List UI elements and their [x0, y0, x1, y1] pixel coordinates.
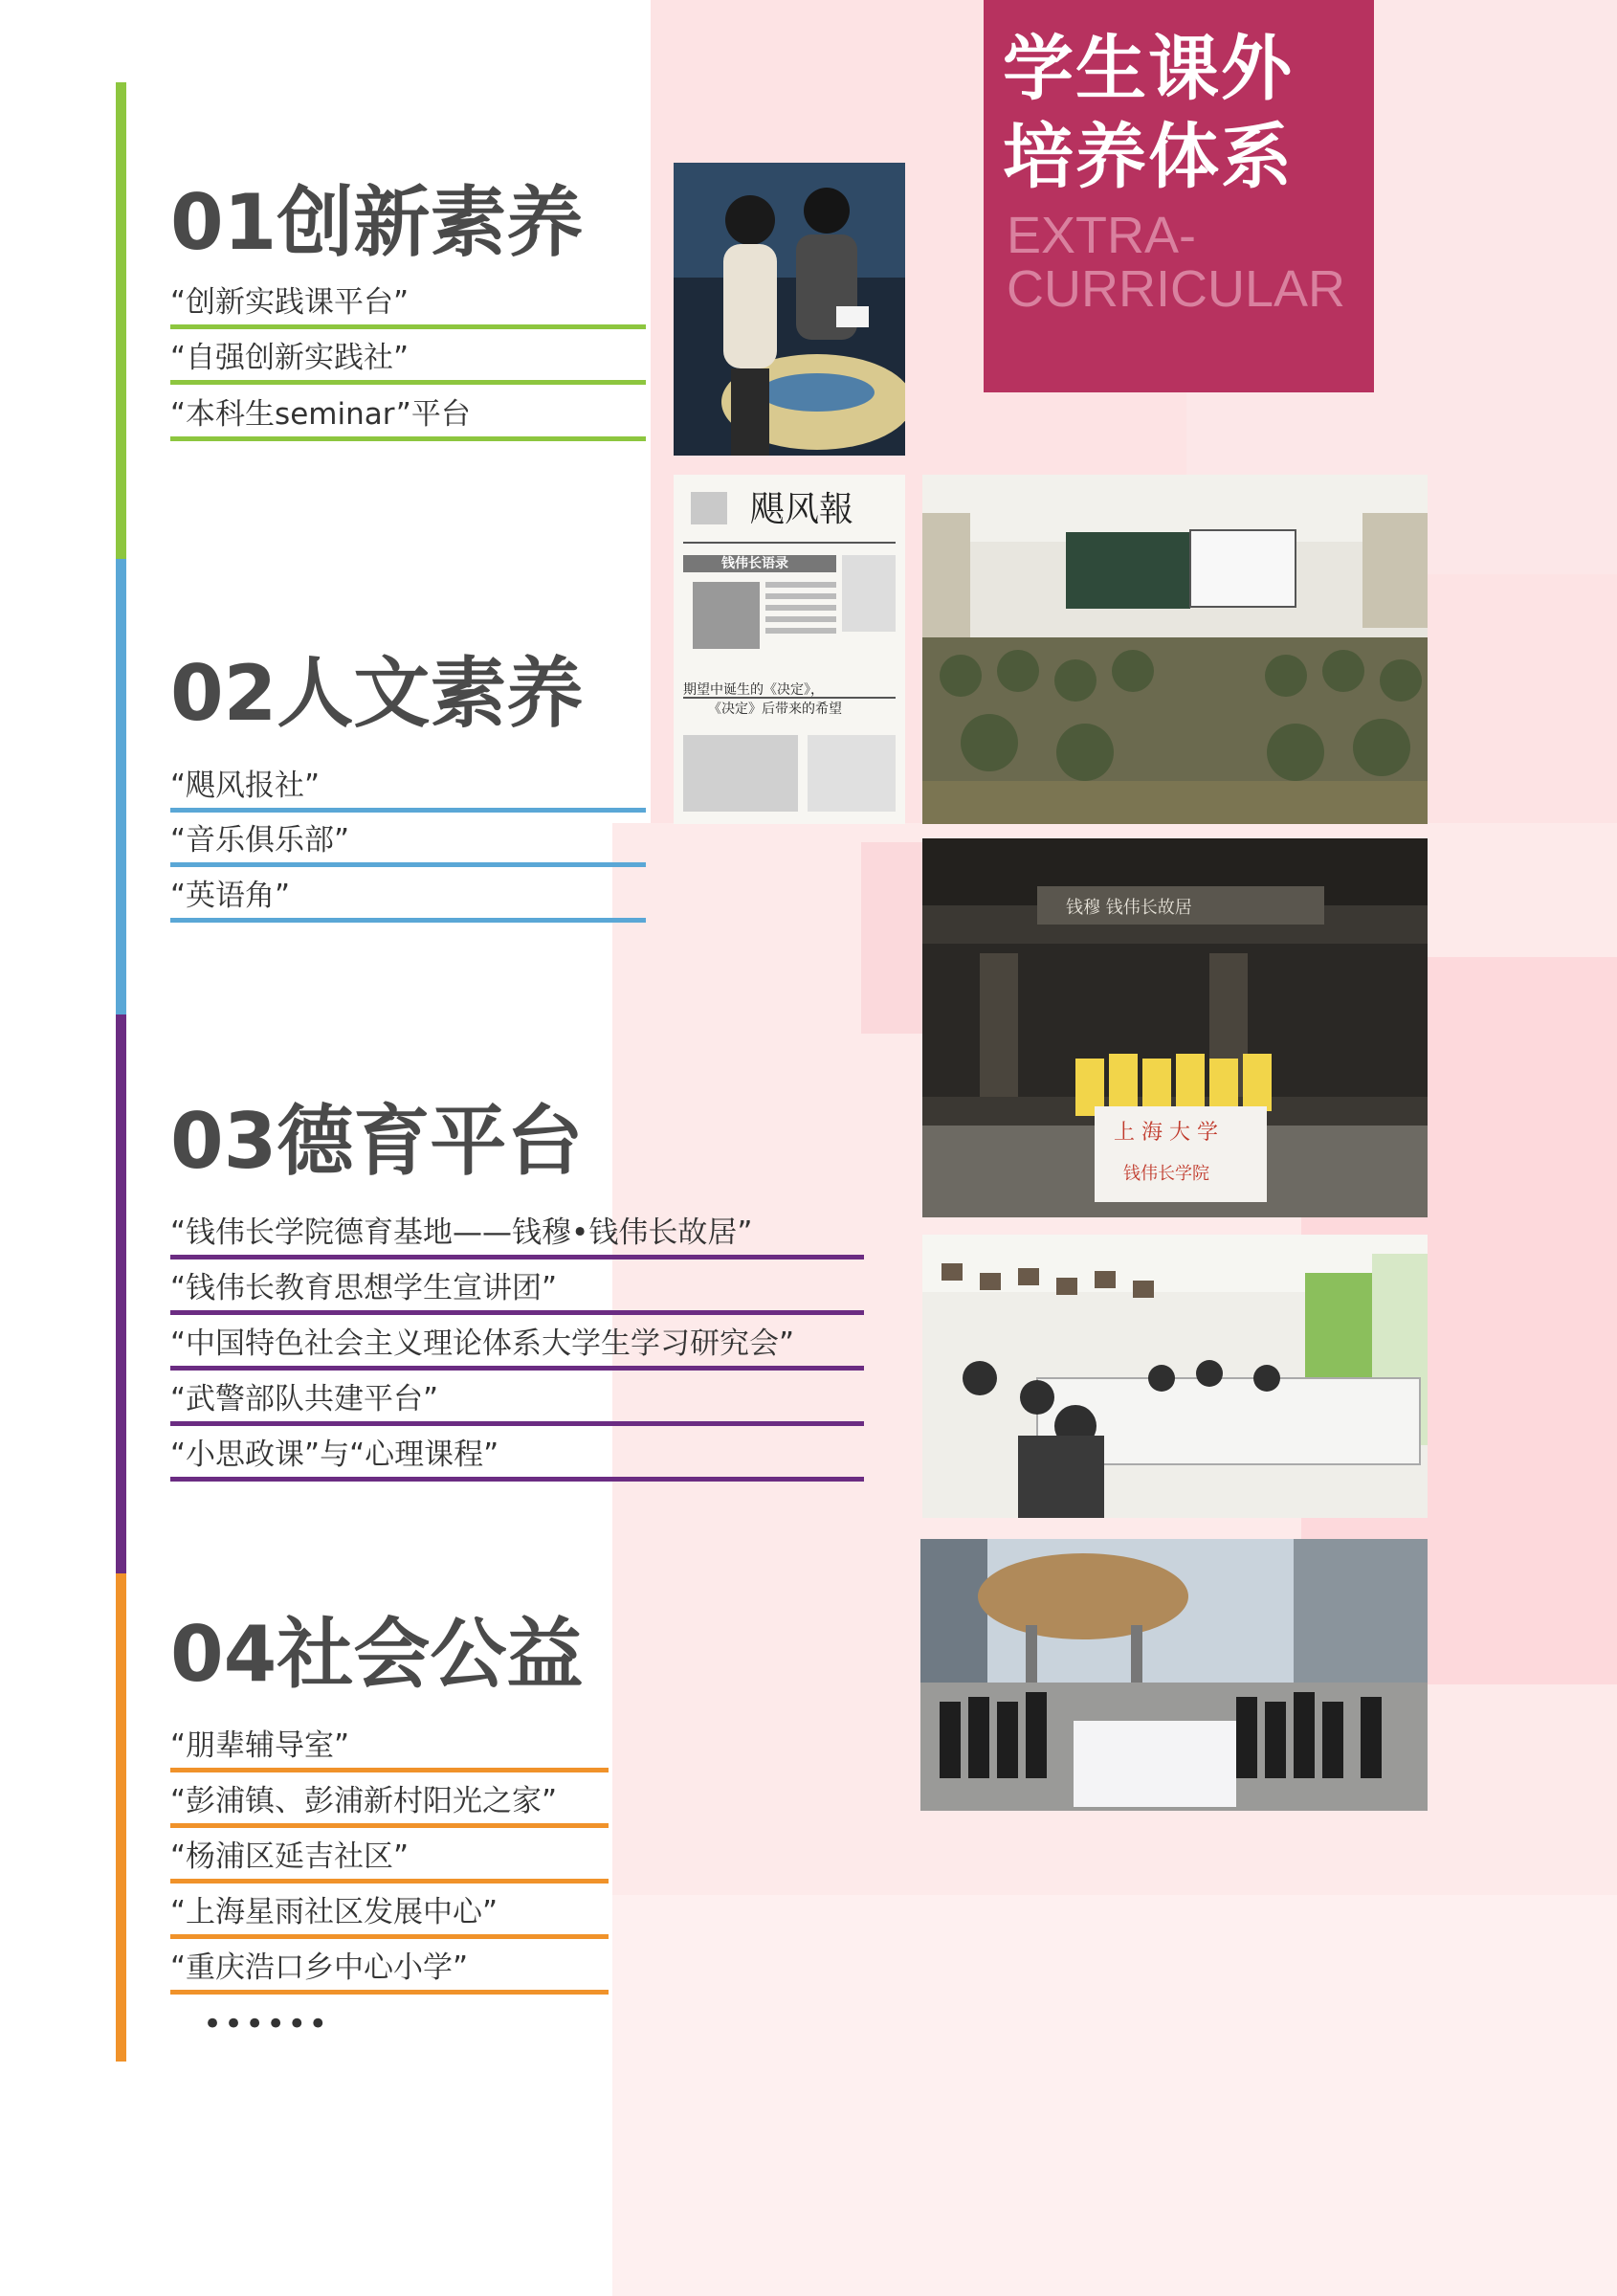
- section-bar-orange: [116, 1573, 126, 2062]
- title-line: 培养体系: [1003, 116, 1294, 198]
- list-item: “飓风报社”: [170, 761, 646, 813]
- photo-hongkong-group: [920, 1539, 1428, 1811]
- list-item: “中国特色社会主义理论体系大学生学习研究会”: [170, 1319, 864, 1371]
- title-line: 学生课外: [1003, 28, 1294, 110]
- section-heading: 02人文素养: [170, 649, 584, 738]
- list-item: “钱伟长学院德育基地——钱穆•钱伟长故居”: [170, 1208, 864, 1259]
- list-item: “钱伟长教育思想学生宣讲团”: [170, 1263, 864, 1315]
- list-item: “朋辈辅导室”: [170, 1721, 609, 1772]
- section-heading: 01创新素养: [170, 178, 584, 267]
- page-subtitle: [1007, 209, 1370, 316]
- section-heading: 03德育平台: [170, 1097, 584, 1186]
- newspaper-caption: 期望中诞生的《决定》，: [683, 682, 824, 698]
- banner-text: 钱伟长学院: [1123, 1164, 1209, 1184]
- list-item: “自强创新实践社”: [170, 333, 646, 385]
- list-item: “音乐俱乐部”: [170, 815, 646, 867]
- photo-students-exhibit: [674, 163, 905, 456]
- subtitle-line: CURRICULAR: [1007, 260, 1346, 318]
- list-item: “杨浦区延吉社区”: [170, 1832, 609, 1884]
- more-ellipsis: ••••••: [203, 2005, 330, 2043]
- newspaper-banner: 钱伟长语录: [721, 556, 788, 571]
- list-item: “创新实践课平台”: [170, 278, 646, 329]
- list-item: “英语角”: [170, 871, 646, 923]
- section-heading: 04社会公益: [170, 1610, 584, 1699]
- newspaper-title: 飓风報: [750, 490, 854, 529]
- section-bar-green: [116, 82, 126, 559]
- page-title: [1003, 25, 1366, 201]
- background-panel: [612, 1895, 1617, 2296]
- section-bar-purple: [116, 1014, 126, 1573]
- list-item: “小思政课”与“心理课程”: [170, 1430, 864, 1482]
- plaque-text: 钱穆 钱伟长故居: [1066, 898, 1192, 918]
- photo-residence-group: [922, 838, 1428, 1217]
- subtitle-line: EXTRA-: [1007, 207, 1197, 264]
- section-bar-blue: [116, 559, 126, 1014]
- photo-newspaper: [674, 475, 905, 824]
- list-item: “彭浦镇、彭浦新村阳光之家”: [170, 1776, 609, 1828]
- list-item: “上海星雨社区发展中心”: [170, 1887, 609, 1939]
- banner-text: 上 海 大 学: [1114, 1121, 1218, 1145]
- photo-meeting-room: [922, 1235, 1428, 1518]
- photo-classroom: [922, 475, 1428, 824]
- list-item: “重庆浩口乡中心小学”: [170, 1943, 609, 1995]
- list-item: “武警部队共建平台”: [170, 1374, 864, 1426]
- title-block: [984, 0, 1374, 392]
- newspaper-caption: 《决定》后带来的希望: [708, 702, 842, 717]
- list-item: “本科生seminar”平台: [170, 390, 646, 441]
